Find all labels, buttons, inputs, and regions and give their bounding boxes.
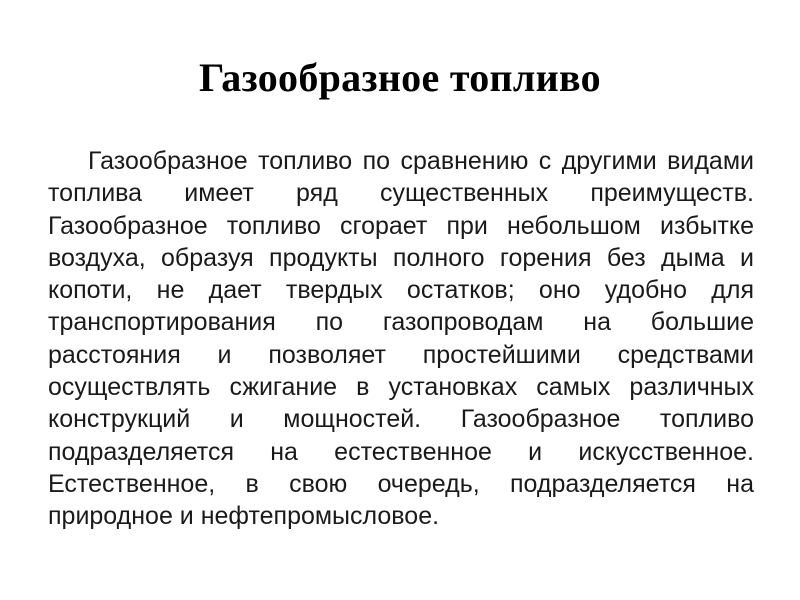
slide-body-paragraph: Газообразное топливо по сравнению с другими видами топлива имеет ряд существенных преимуществ. Газообразное топливо сгорает при небольшом избытке воздуха, образуя продукты полного горения без дыма и копоти, не дает твердых остатков; оно удобно для транспортирования по газопроводам на большие расстояния и позволяет простейшими средствами осуществлять сжигание в установках самых различных конструкций и мощностей. Газообразное топливо подразделяется на естественное и искусственное. Естественное, в свою очередь, подразделяется на природное и нефтепромысловое.: [48, 147, 754, 531]
slide-title: Газообразное топливо: [199, 55, 601, 100]
